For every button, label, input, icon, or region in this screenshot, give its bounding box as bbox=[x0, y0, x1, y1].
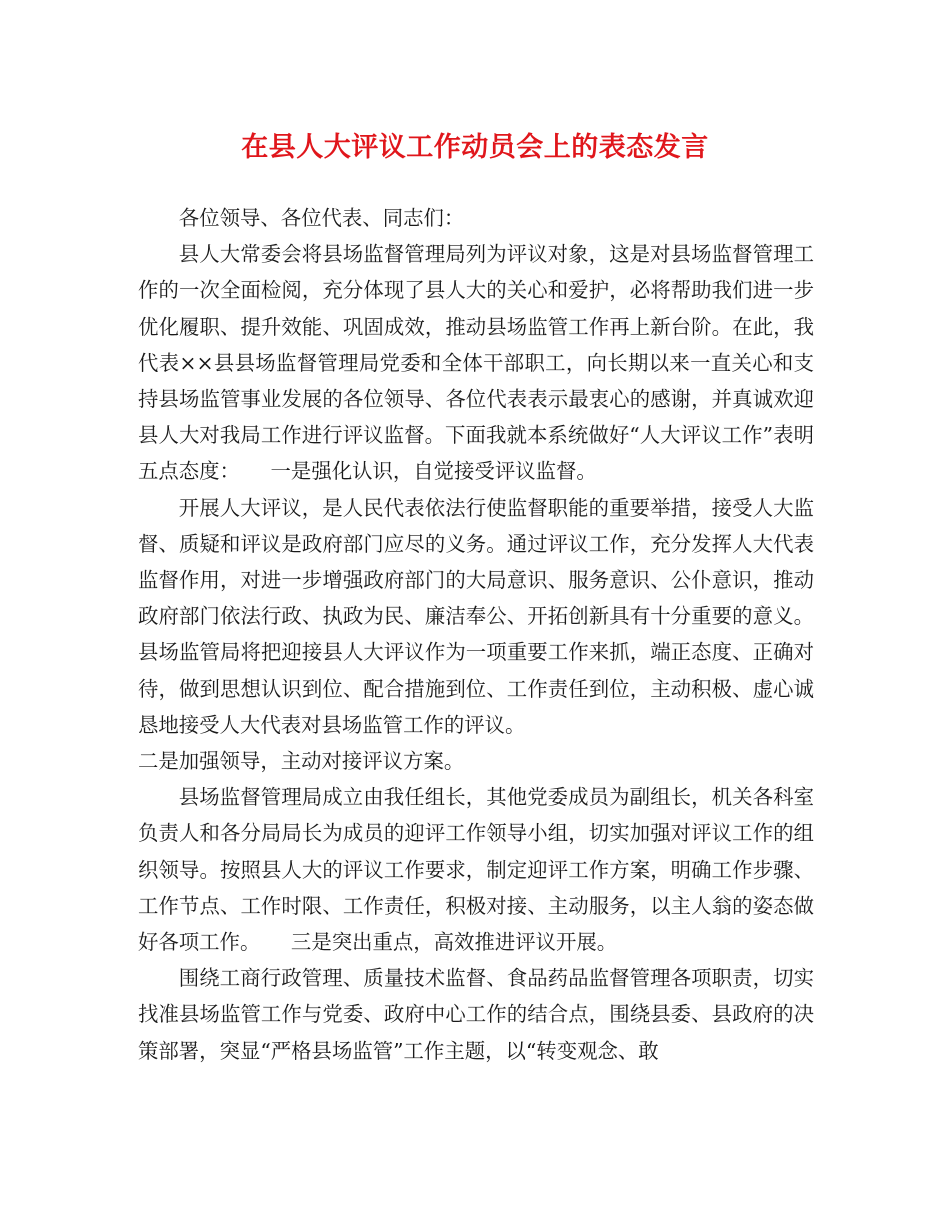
document-title: 在县人大评议工作动员会上的表态发言 bbox=[241, 132, 709, 163]
document-body bbox=[138, 200, 814, 1069]
paragraph-2: 开展人大评议，是人民代表依法行使监督职能的重要举措，接受人大监督、质疑和评议是政府部门应尽的义务。通过评议工作，充分发挥人大代表监督作用，对进一步增强政府部门的大局意识、服务意识、公仆意识，推动政府部门依法行政、执政为民、廉洁奉公、开拓创新具有十分重要的意义。县场监管局将把迎接县人大评议作为一项重要工作来抓，端正态度、正确对待，做到思想认识到位、配合措施到位、工作责任到位，主动积极、虚心诚恳地接受人大代表对县场监管工作的评议。 bbox=[138, 495, 814, 737]
paragraph-4: 县场监督管理局成立由我任组长，其他党委成员为副组长，机关各科室负责人和各分局局长为成员的迎评工作领导小组，切实加强对评议工作的组织领导。按照县人大的评议工作要求，制定迎评工作方案，明确工作步骤、工作节点、工作时限、工作责任，积极对接、主动服务，以主人翁的姿态做好各项工作。 三是突出重点，高效推进评议开展。 bbox=[138, 785, 814, 955]
salutation: 各位领导、各位代表、同志们： bbox=[178, 206, 465, 230]
paragraph-3-heading: 二是加强领导，主动对接评议方案。 bbox=[138, 749, 465, 774]
paragraph-1: 县人大常委会将县场监督管理局列为评议对象，这是对县场监督管理工作的一次全面检阅，充分体现了县人大的关心和爱护，必将帮助我们进一步优化履职、提升效能、巩固成效，推动县场监管工作再上新台阶。在此，我代表××县县场监督管理局党委和全体干部职工，向长期以来一直关心和支持县场监管事业发展的各位领导、各位代表表示最衷心的感谢，并真诚欢迎县人大对我局工作进行评议监督。下面我就本系统做好“人大评议工作”表明五点态度： 一是强化认识，自觉接受评议监督。 bbox=[138, 242, 814, 484]
paragraph-5: 围绕工商行政管理、质量技术监督、食品药品监督管理各项职责，切实找准县场监管工作与党委、政府中心工作的结合点，围绕县委、县政府的决策部署，突显“严格县场监管”工作主题，以“转变观念、敢 bbox=[138, 966, 814, 1063]
